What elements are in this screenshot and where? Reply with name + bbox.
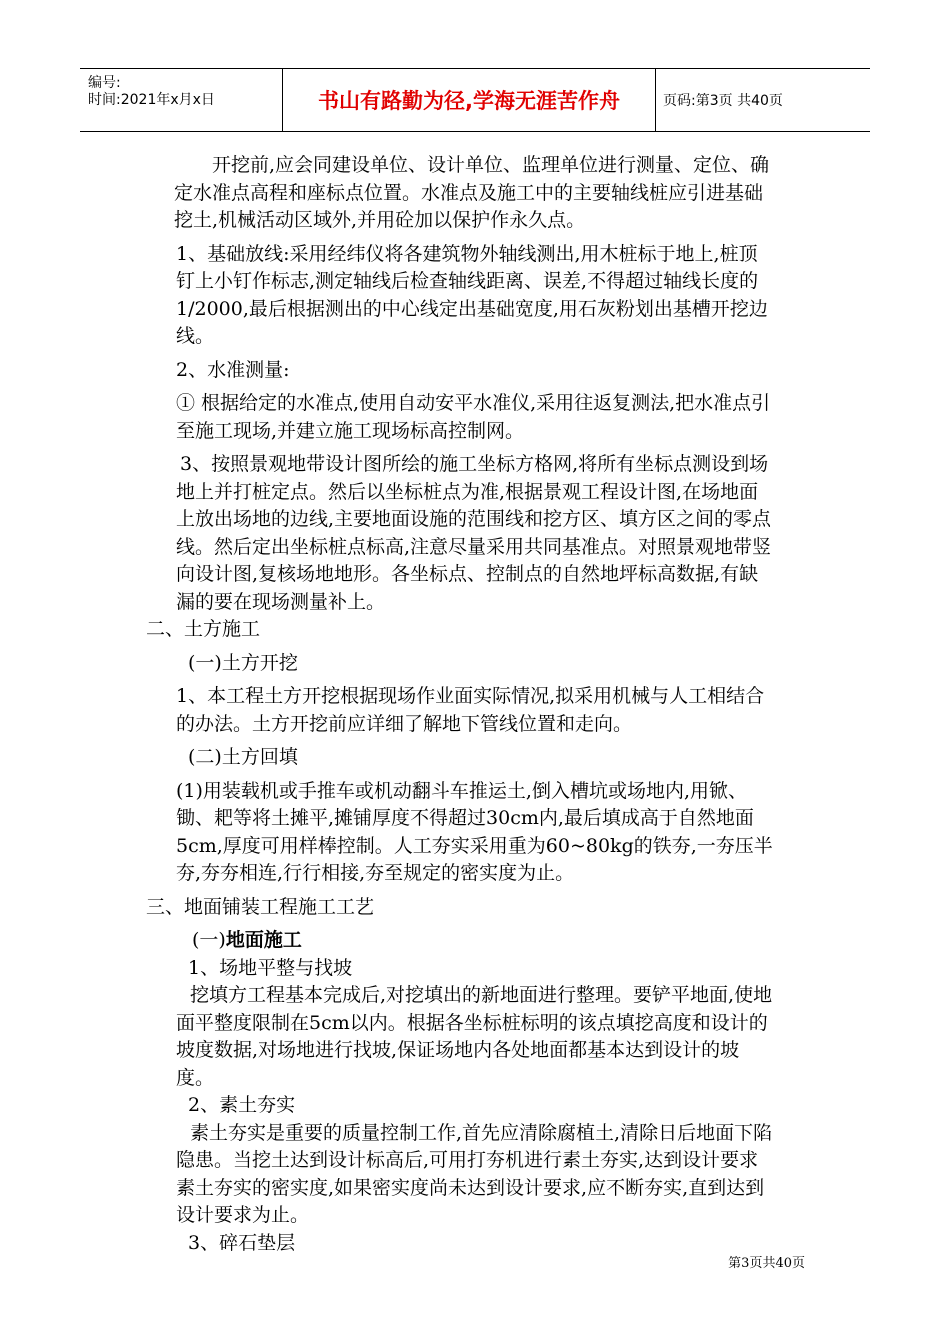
heading-gravel-bed: 3、碎石垫层	[188, 1231, 296, 1254]
paragraph-intro: 开挖前,应会同建设单位、设计单位、监理单位进行测量、定位、确定水准点高程和座标点位置。水准点及施工中的主要轴线桩应引进基础挖土,机械活动区域外,并用砼加以保护作永久点。	[174, 154, 770, 231]
header-meta	[80, 69, 282, 131]
heading-leveling: 1、场地平整与找坡	[188, 956, 353, 979]
paragraph-level-survey-heading: 2、水准测量:	[176, 358, 290, 381]
subheading-excavation: (一)土方开挖	[188, 651, 298, 674]
number-label: 编号:	[88, 75, 121, 91]
header-motto: 书山有路勤为径,学海无涯苦作舟	[282, 69, 656, 131]
paragraph-backfill: (1)用装载机或手推车或机动翻斗车推运土,倒入槽坑或场地内,用锨、锄、耙等将土摊平,摊铺厚度不得超过30cm内,最后填成高于自然地面5cm,厚度可用样棒控制。人工夯实采用重为60~80kg的铁夯,一夯压半夯,夯夯相连,行行相接,夯至规定的密实度为止。	[176, 779, 773, 884]
paragraph-excavation: 1、本工程土方开挖根据现场作业面实际情况,拟采用机械与人工相结合的办法。土方开挖前应详细了解地下管线位置和走向。	[176, 685, 765, 735]
subheading-ground-works-title: 地面施工	[225, 929, 302, 951]
subheading-ground-works-number: (一)	[192, 929, 226, 951]
paragraph-grid-setout: 3、按照景观地带设计图所绘的施工坐标方格网,将所有坐标点测设到场地上并打桩定点。然后以坐标桩点为准,根据景观工程设计图,在场地面上放出场地的边线,主要地面设施的范围线和挖方区、填方区之间的零点线。然后定出坐标桩点标高,注意尽量采用共同基准点。对照景观地带竖向设计图,复核场地地形。各坐标点、控制点的自然地坪标高数据,有缺漏的要在现场测量补上。	[176, 453, 772, 613]
heading-compaction: 2、素土夯实	[188, 1094, 296, 1116]
header-page-number: 页码:第3页 共40页	[663, 93, 783, 109]
document-body	[146, 152, 776, 1257]
footer-page-number: 第3页共40页	[728, 1256, 805, 1271]
page-header	[80, 68, 870, 132]
section-heading-earthwork: 二、土方施工	[146, 618, 261, 640]
paragraph-foundation-setout: 1、基础放线:采用经纬仪将各建筑物外轴线测出,用木桩标于地上,桩顶钉上小钉作标志,测定轴线后检查轴线距离、误差,不得超过轴线长度的1/2000,最后根据测出的中心线定出基础宽度,用石灰粉划出基槽开挖边线。	[176, 242, 768, 347]
paragraph-level-survey: ① 根据给定的水准点,使用自动安平水准仪,采用往返复测法,把水准点引至施工现场,并建立施工现场标高控制网。	[176, 392, 771, 442]
paragraph-compaction: 素土夯实是重要的质量控制工作,首先应清除腐植土,清除日后地面下陷隐患。当挖土达到设计标高后,可用打夯机进行素土夯实,达到设计要求素土夯实的密实度,如果密实度尚未达到设计要求,应不断夯实,直到达到设计要求为止。	[176, 1121, 773, 1226]
paragraph-leveling: 挖填方工程基本完成后,对挖填出的新地面进行整理。要铲平地面,使地面平整度限制在5cm以内。根据各坐标桩标明的该点填挖高度和设计的坡度数据,对场地进行找坡,保证场地内各处地面都基本达到设计的坡度。	[176, 984, 773, 1089]
subheading-ground-works	[192, 927, 776, 955]
time-label: 时间:2021年x月x日	[88, 92, 215, 108]
section-heading-paving: 三、地面铺装工程施工工艺	[146, 895, 375, 918]
subheading-backfill: (二)土方回填	[188, 746, 298, 768]
